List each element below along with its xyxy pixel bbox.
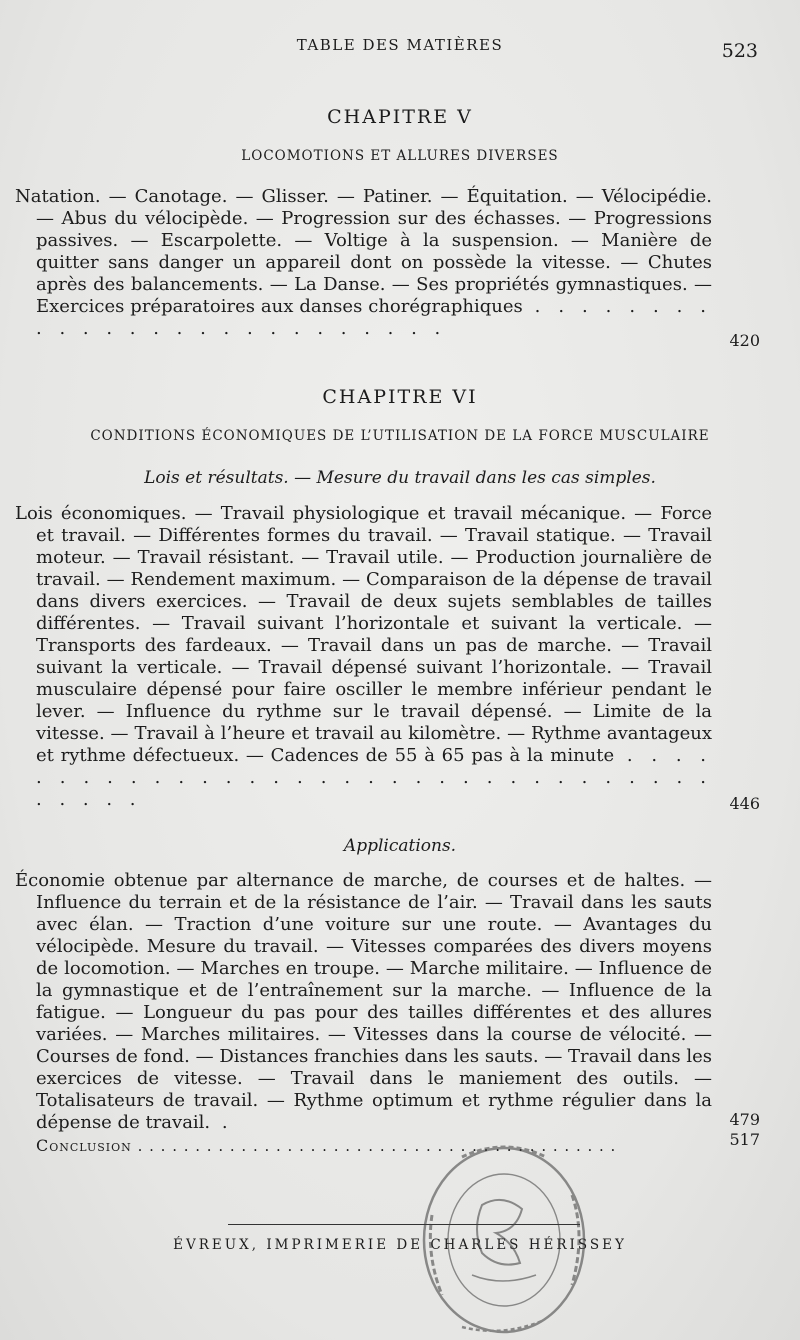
chapter-5-page: 420 xyxy=(729,331,760,350)
chapter-6-subtitle: CONDITIONS ÉCONOMIQUES DE L’UTILISATION DE LA FORCE MUSCULAIRE xyxy=(90,428,710,444)
section-applications-page: 479 xyxy=(729,1110,760,1129)
printer-imprint: ÉVREUX, IMPRIMERIE DE CHARLES HÉRISSEY xyxy=(173,1237,627,1253)
dot-leaders: . . . . . . . . . . . . . . . . . . . . . . . . . . . . . . . . . . . . . . . . . . xyxy=(131,1137,617,1155)
section-applications-text: Économie obtenue par alternance de marche, de courses et de haltes. — Influence du terrain et de la résistance de l’air. — Travail dans les sauts avec élan. — Traction d’une voiture sur une route. — Avantages du vélocipède. Mesure du travail. — Vitesses comparées des divers moyens de locomotion. — Marches en troupe. — Marche militaire. — Influence de la gymnastique et de l’entraînement sur la marche. — Influence de la fatigue. — Longueur du pas pour des tailles différentes et des allures variées. — Marches militaires. — Vitesses dans la course de vélocité. — Courses de fond. — Distances franchies dans les sauts. — Travail dans les exercices de vitesse. — Travail dans le maniement des outils. — Totalisateurs de travail. — Rythme optimum et rythme régulier dans la dépense de travail. xyxy=(15,870,712,1133)
section-heading-lois: Lois et résultats. — Mesure du travail dans les cas simples. xyxy=(144,468,656,488)
section-lois-page: 446 xyxy=(729,794,760,813)
page-number: 523 xyxy=(721,40,758,62)
chapter-6-title: CHAPITRE VI xyxy=(322,386,478,408)
chapter-5-entry-text: Natation. — Canotage. — Glisser. — Patiner. — Équitation. — Vélocipédie. — Abus du vélocipède. — Progression sur des échasses. — Progressions passives. — Escarpolette. — Voltige à la suspension. — Manière de quitter sans danger un appareil dont on possède la vitesse. — Chutes après des balancements. — La Danse. — Ses propriétés gymnastiques. — Exercices préparatoires aux danses chorégraphiques xyxy=(15,186,712,317)
chapter-5-subtitle: LOCOMOTIONS ET ALLURES DIVERSES xyxy=(241,148,559,164)
section-lois-entry xyxy=(15,503,712,811)
conclusion-label: Conclusion xyxy=(36,1136,132,1155)
conclusion-page: 517 xyxy=(729,1130,760,1149)
dot-leaders: . . . . . . . . . . . . . . . . . . . . . . . . . . xyxy=(36,296,713,339)
library-stamp xyxy=(412,1135,596,1340)
running-title: TABLE DES MATIÈRES xyxy=(296,36,504,54)
dot-leaders: . . . . . . . . . . . . . . . . . . . . . . . . . . . . . . . . . . . . . . xyxy=(36,745,712,810)
section-lois-text: Lois économiques. — Travail physiologique et travail mécanique. — Force et travail. — Différentes formes du travail. — Travail statique. — Travail moteur. — Travail résistant. — Travail utile. — Production journalière de travail. — Rendement maximum. — Comparaison de la dépense de travail dans divers exercices. — Travail de deux sujets semblables de tailles différentes. — Travail suivant l’horizontale et suivant la verticale. — Transports des fardeaux. — Travail dans un pas de marche. — Travail suivant la verticale. — Travail dépensé suivant l’horizontale. — Travail musculaire dépensé pour faire osciller le membre inférieur pendant le lever. — Influence du rythme sur le travail dépensé. — Limite de la vitesse. — Travail à l’heure et travail au kilomètre. — Rythme avantageux et rythme défectueux. — Cadences de 55 à 65 pas à la minute xyxy=(15,503,712,766)
chapter-5-entry xyxy=(15,186,712,340)
section-applications-entry xyxy=(15,870,712,1134)
chapter-5-title: CHAPITRE V xyxy=(327,106,473,128)
dot-leaders: . xyxy=(210,1112,234,1133)
conclusion-entry xyxy=(36,1136,712,1155)
section-heading-applications: Applications. xyxy=(343,836,457,856)
